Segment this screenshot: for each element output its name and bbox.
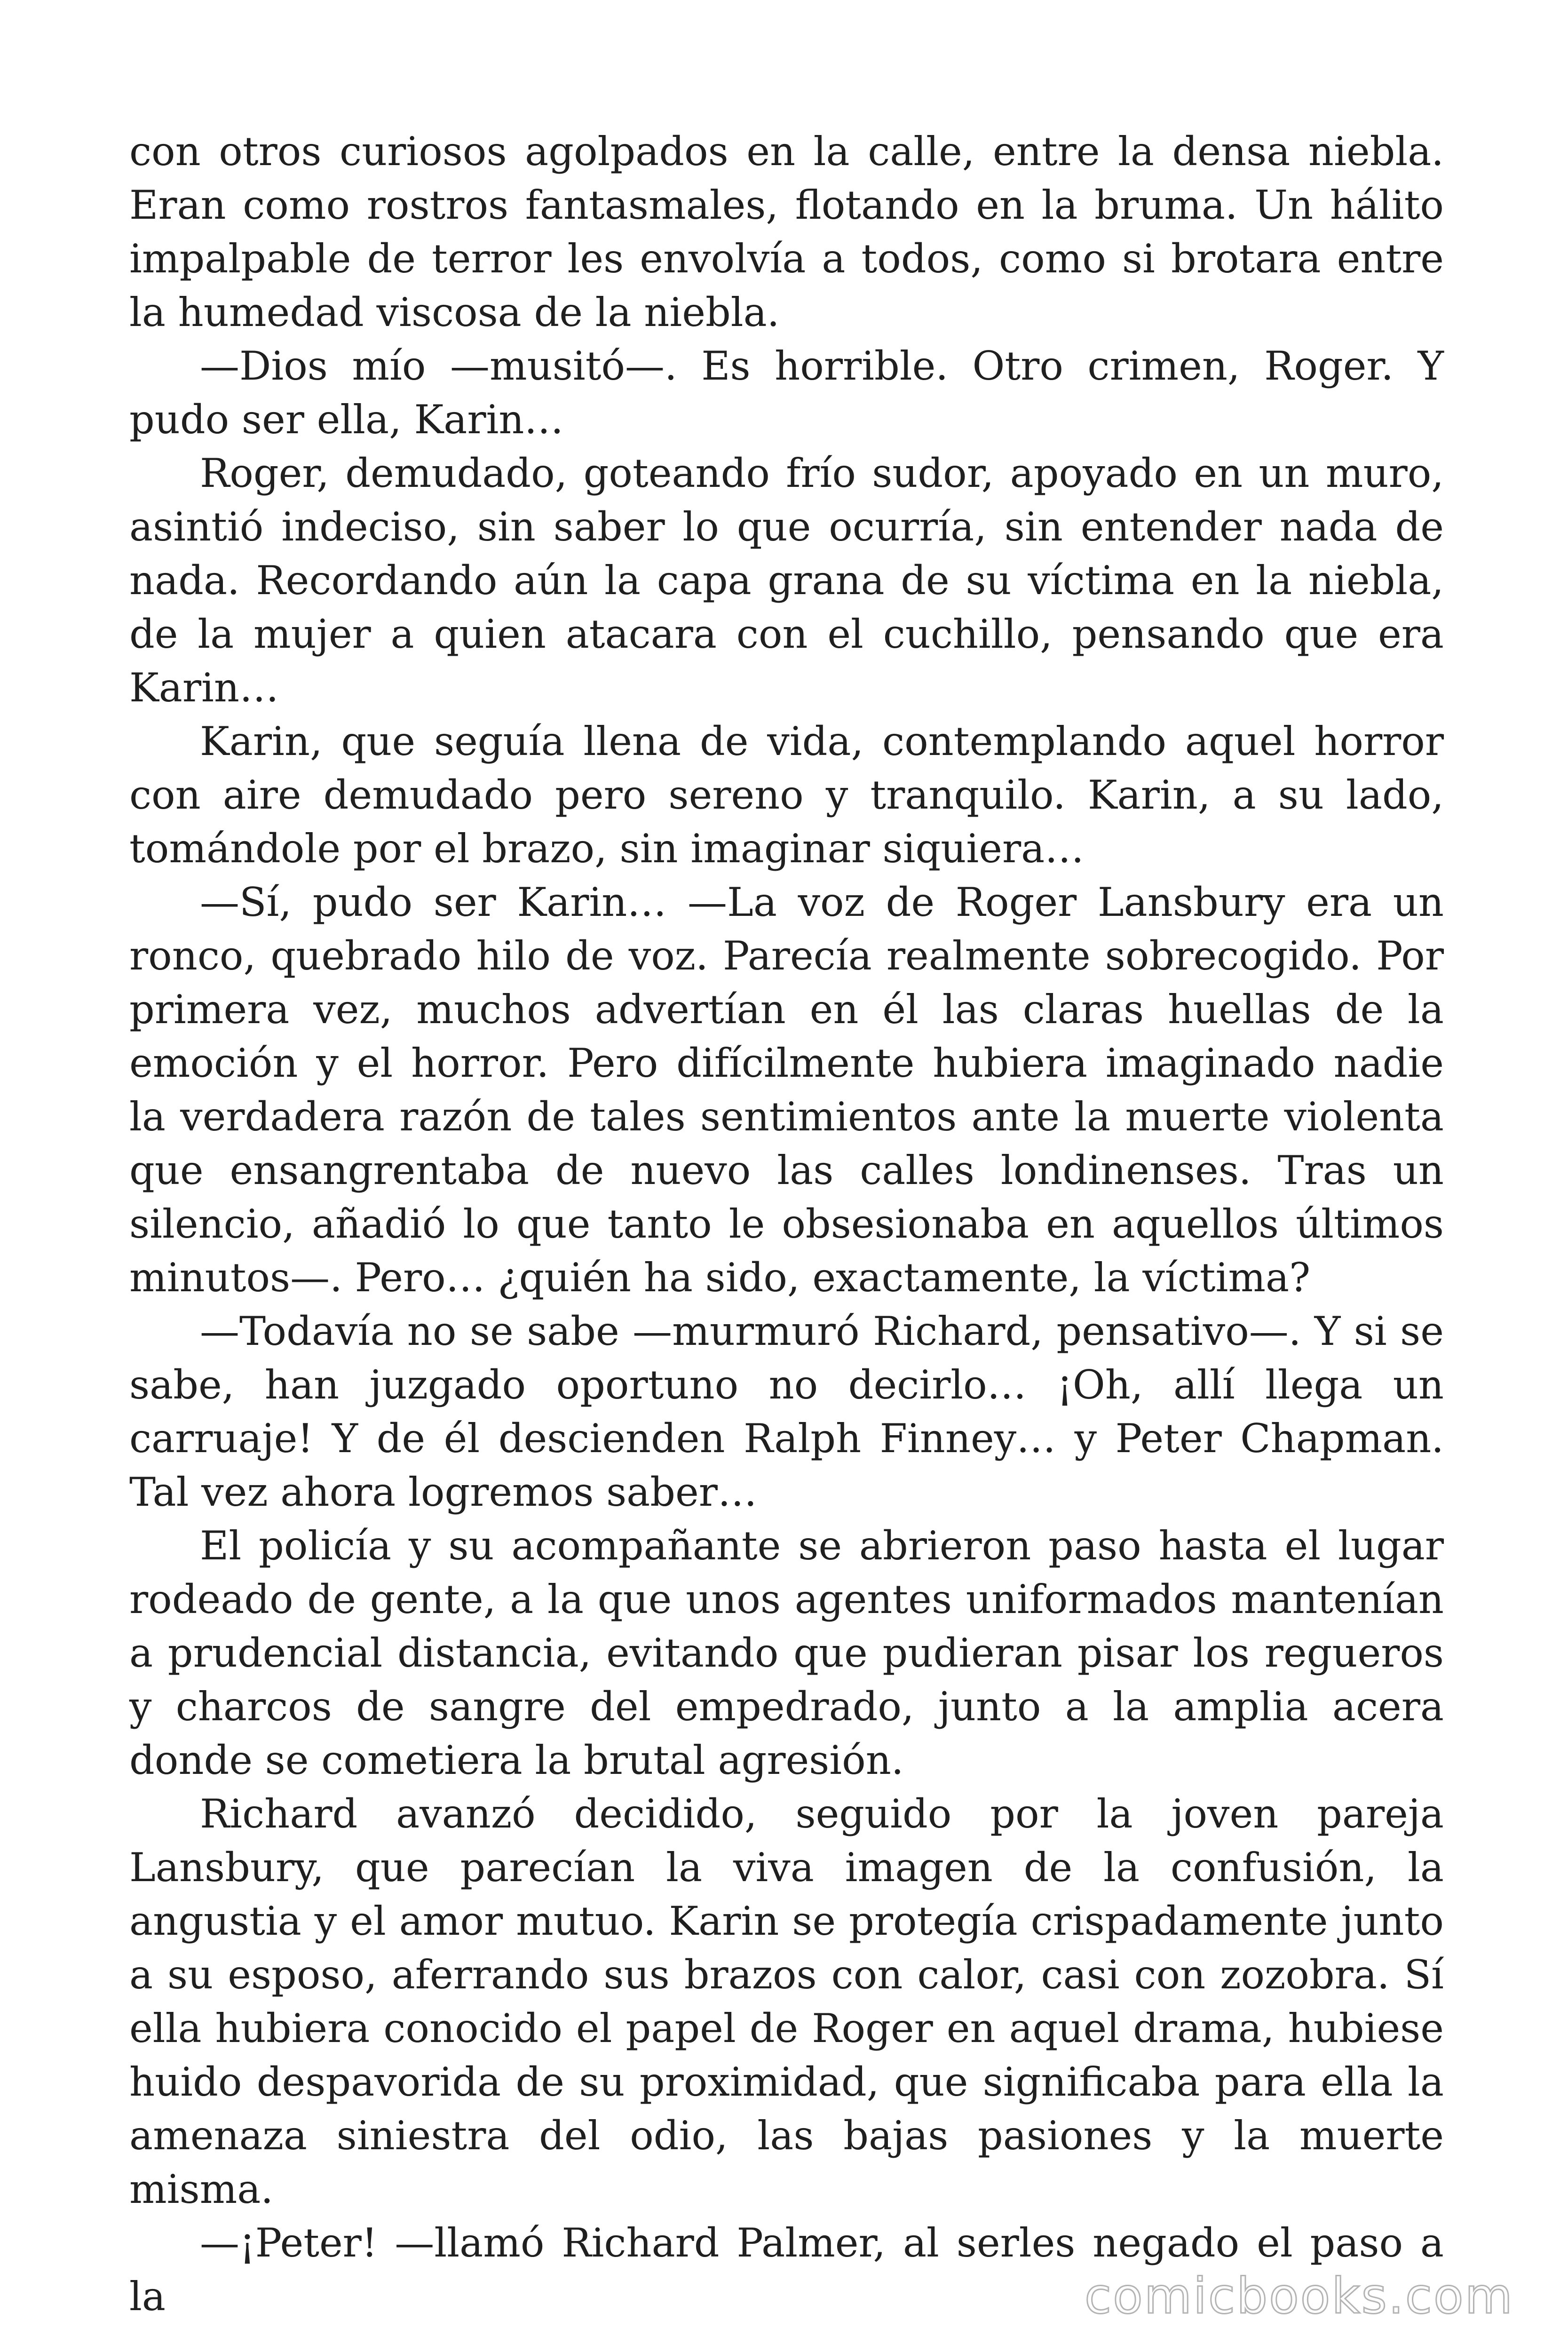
paragraph-7: El policía y su acompañante se abrieron paso hasta el lugar rodeado de gente, a la que unos agentes uniformados mantenían a prudencial distancia, evitando que pudieran pisar los regueros y charcos de sangre del empedrado, junto a la amplia acera donde se cometiera la brutal agresión.: [129, 1523, 1444, 1783]
paragraph-1: con otros curiosos agolpados en la calle, entre la densa niebla. Eran como rostros fantasmales, flotando en la bruma. Un hálito impalpable de terror les envolvía a todos, como si brotara entre la humedad viscosa de la niebla.: [129, 128, 1444, 335]
book-page-text: [129, 125, 1444, 2323]
paragraph-2: —Dios mío —musitó—. Es horrible. Otro crimen, Roger. Y pudo ser ella, Karin…: [129, 343, 1444, 443]
paragraph-6: —Todavía no se sabe —murmuró Richard, pensativo—. Y si se sabe, han juzgado oportuno no decirlo… ¡Oh, allí llega un carruaje! Y de él descienden Ralph Finney… y Peter Chapman. Tal vez ahora logremos saber…: [129, 1308, 1444, 1515]
watermark: comicbooks.com: [1084, 2267, 1514, 2325]
paragraph-3: Roger, demudado, goteando frío sudor, apoyado en un muro, asintió indeciso, sin saber lo que ocurría, sin entender nada de nada. Recordando aún la capa grana de su víctima en la niebla, de la mujer a quien atacara con el cuchillo, pensando que era Karin…: [129, 450, 1444, 711]
paragraph-5: —Sí, pudo ser Karin… —La voz de Roger Lansbury era un ronco, quebrado hilo de voz. Parecía realmente sobrecogido. Por primera vez, muchos advertían en él las claras huellas de la emoción y el horror. Pero difícilmente hubiera imaginado nadie la verdadera razón de tales sentimientos ante la muerte violenta que ensangrentaba de nuevo las calles londinenses. Tras un silencio, añadió lo que tanto le obsesionaba en aquellos últimos minutos—. Pero… ¿quién ha sido, exactamente, la víctima?: [129, 879, 1444, 1301]
paragraph-4: Karin, que seguía llena de vida, contemplando aquel horror con aire demudado pero sereno y tranquilo. Karin, a su lado, tomándole por el brazo, sin imaginar siquiera…: [129, 718, 1444, 872]
paragraph-9: —¡Peter! —llamó Richard Palmer, al serles negado el paso a la: [129, 2220, 1444, 2320]
paragraph-8: Richard avanzó decidido, seguido por la joven pareja Lansbury, que parecían la viva imagen de la confusión, la angustia y el amor mutuo. Karin se protegía crispadamente junto a su esposo, aferrando sus brazos con calor, casi con zozobra. Sí ella hubiera conocido el papel de Roger en aquel drama, hubiese huido despavorida de su proximidad, que significaba para ella la amenaza siniestra del odio, las bajas pasiones y la muerte misma.: [129, 1791, 1444, 2212]
